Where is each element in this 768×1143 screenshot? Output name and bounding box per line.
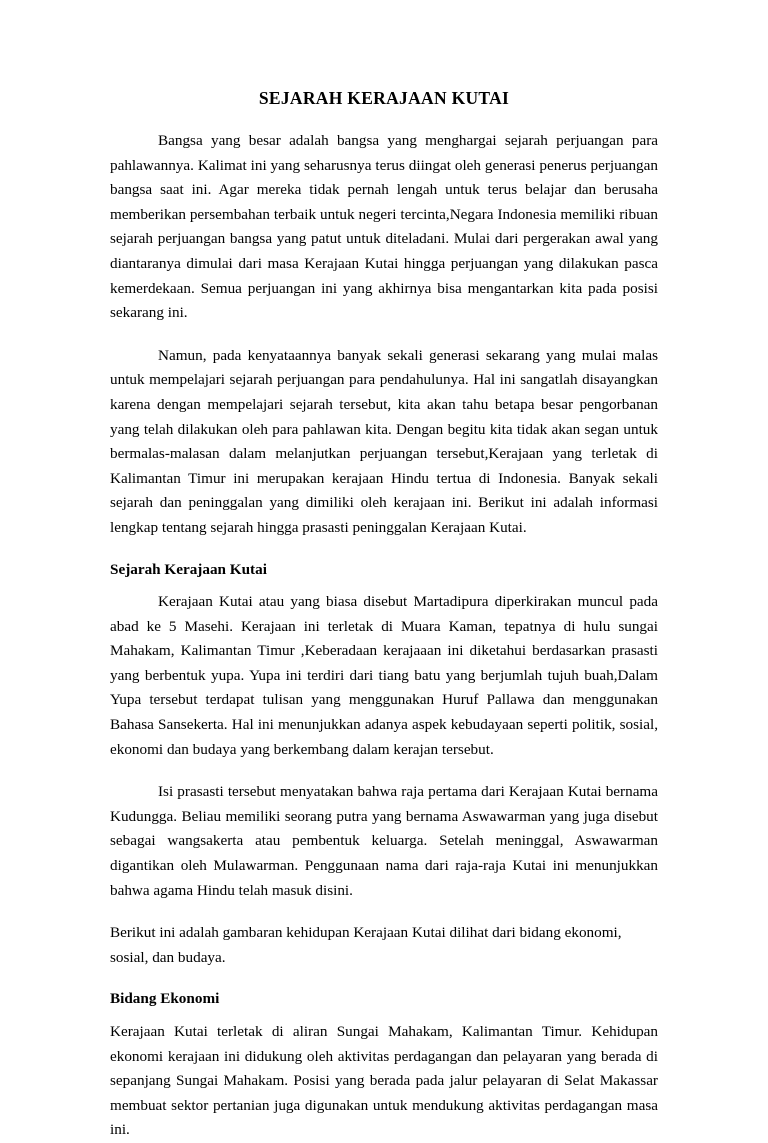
spacer [110,541,658,558]
page-title: SEJARAH KERAJAAN KUTAI [258,88,510,108]
paragraph-prasasti-kings: Isi prasasti tersebut menyatakan bahwa raja pertama dari Kerajaan Kutai bernama Kudungga. Beliau memiliki seorang putra yang bernama Aswawarman yang juga disebut sebagai wangsakerta atau pembentuk keluarga. Setelah meninggal, Aswawarman digantikan oleh Mulawarman. Penggunaan nama dari raja-raja Kutai ini menunjukkan bahwa agama Hindu telah masuk disini. [110,783,658,899]
paragraph-ekonomi-body: Kerajaan Kutai terletak di aliran Sungai Mahakam, Kalimantan Timur. Kehidupan ekonomi kerajaan ini didukung oleh aktivitas perdagangan dan pelayaran yang berada di sepanjang Sungai Mahakam. Posisi yang berada pada jalur pelayaran di Selat Makassar membuat sektor pertanian juga digunakan untuk mendukung aktivitas perdagangan masa ini. [110,1023,658,1139]
paragraph-intro-history-importance: Namun, pada kenyataannya banyak sekali generasi sekarang yang mulai malas untuk mempelajari sejarah perjuangan para pendahulunya. Hal ini sangatlah disayangkan karena dengan mempelajari sejarah tersebut, kita akan tahu betapa besar pengorbanan yang telah dilakukan oleh para pahlawan kita. Dengan begitu kita tidak akan segan untuk bermalas-malasan dalam melanjutkan perjuangan tersebut,Kerajaan yang terletak di Kalimantan Timur ini merupakan kerajaan Hindu tertua di Indonesia. Banyak sekali sejarah dan peninggalan yang dimiliki oleh kerajaan ini. Berikut ini adalah informasi lengkap tentang sejarah hingga prasasti peninggalan Kerajaan Kutai. [110,346,658,536]
spacer [110,903,658,921]
spacer-after-title [110,109,658,129]
spacer [110,970,658,987]
section-heading-bidang-ekonomi: Bidang Ekonomi [110,990,220,1008]
paragraph-overview-aspects: Berikut ini adalah gambaran kehidupan Kerajaan Kutai dilihat dari bidang ekonomi, sosial, dan budaya. [110,924,622,966]
spacer [110,762,658,780]
spacer [110,1012,658,1020]
spacer [110,326,658,344]
section-heading-sejarah-kerajaan-kutai: Sejarah Kerajaan Kutai [110,560,267,578]
document-content [110,0,658,1143]
paragraph-intro-nation: Bangsa yang besar adalah bangsa yang menghargai sejarah perjuangan para pahlawannya. Kalimat ini yang seharusnya terus diingat oleh generasi penerus perjuangan bangsa saat ini. Agar mereka tidak pernah lengah untuk terus belajar dan berusaha memberikan persembahan terbaik untuk negeri tercinta,Negara Indonesia memiliki ribuan sejarah perjuangan bangsa yang patut untuk diteladani. Mulai dari pergerakan awal yang diantaranya dimulai dari masa Kerajaan Kutai hingga perjuangan yang dilakukan pasca kemerdekaan. Semua perjuangan ini yang akhirnya bisa mengantarkan kita pada posisi sekarang ini. [110,132,658,322]
paragraph-kutai-origin: Kerajaan Kutai atau yang biasa disebut Martadipura diperkirakan muncul pada abad ke 5 Masehi. Kerajaan ini terletak di Muara Kaman, tepatnya di hulu sungai Mahakam, Kalimantan Timur ,Keberadaan kerajaaan ini diketahui berdasarkan prasasti yang berbentuk yupa. Yupa ini terdiri dari tiang batu yang berjumlah tujuh buah,Dalam Yupa tersebut terdapat tulisan yang menggunakan Huruf Pallawa dan menggunakan Bahasa Sansekerta. Hal ini menunjukkan adanya aspek kebudayaan seperti politik, sosial, ekonomi dan budaya yang berkembang dalam kerajan tersebut. [110,593,658,758]
spacer [110,582,658,590]
